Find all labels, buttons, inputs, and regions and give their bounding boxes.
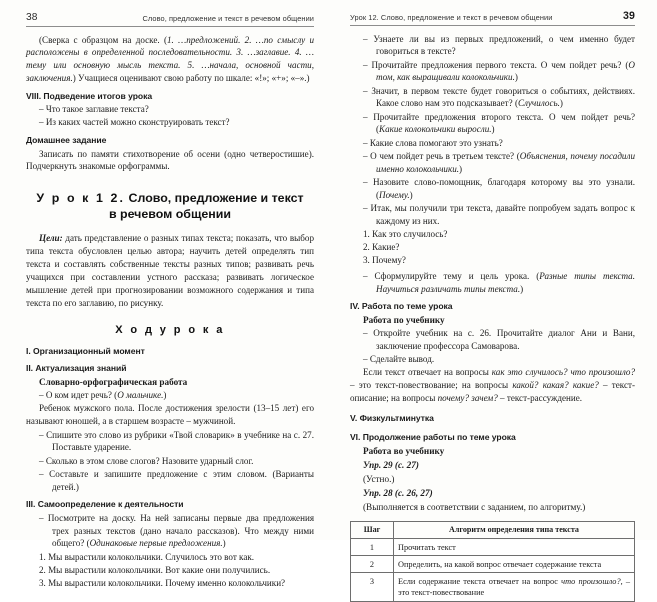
question-text: – Итак, мы получили три текста, давайте попробуем задать вопрос к каждому из них. xyxy=(363,202,635,226)
question-answer: Почему. xyxy=(379,189,410,200)
table-header-step: Шаг xyxy=(351,522,394,539)
running-head-title-right: Урок 12. Слово, предложение и текст в речевом общении xyxy=(350,13,553,22)
question-item xyxy=(350,85,635,111)
heading-section-ii: II. Актуализация знаний xyxy=(26,362,127,373)
table-cell-text-italic: что произошло? xyxy=(561,576,621,586)
exercise-ref-italic: Упр. 29 (с. 27) xyxy=(363,460,419,471)
page-right-body xyxy=(350,33,635,602)
table-cell-text-tail: , – это текст-повествование xyxy=(398,576,631,597)
table-row xyxy=(351,573,635,601)
text-type-question: 1. Как это случилось? xyxy=(363,228,448,239)
question-answer: Какие колокольчики выросли. xyxy=(379,124,492,135)
heading-section-i: I. Организационный момент xyxy=(26,346,145,357)
exercise-ref-italic: Упр. 28 (с. 26, 27) xyxy=(363,488,433,499)
verification-part3: ) Учащиеся оценивают свою работу по шкале: «!»; «+»; «–».) xyxy=(72,73,310,84)
heading-section-iii: III. Самоопределение к деятельности xyxy=(26,498,184,509)
running-head-title-left: Слово, предложение и текст в речевом общении xyxy=(142,14,314,23)
heading-section-vi: VI. Продолжение работы по теме урока xyxy=(350,432,516,443)
question-text: – Значит, в первом тексте будет говориться о событиях, действиях. Какое слово нам это подсказывает? ( xyxy=(363,85,635,109)
table-cell-text xyxy=(394,573,635,601)
list-item: – Что такое заглавие текста? xyxy=(39,104,149,115)
table-cell-text-plain: Если содержание текста отвечает на вопрос xyxy=(398,576,562,586)
goals-label: Цели: xyxy=(39,233,63,244)
table-cell-step: 3 xyxy=(351,573,394,601)
heading-homework: Домашнее задание xyxy=(26,134,107,145)
lesson-title-line1: Слово, предложение и текст xyxy=(128,191,304,206)
example-sentence: 2. Мы вырастили колокольчики. Вот какие они получились. xyxy=(39,564,271,575)
homework-text: Записать по памяти стихотворение об осени (одно четверостишие). Подчеркнуть знакомые орфограммы. xyxy=(26,148,314,172)
question-tail: ) xyxy=(163,390,167,401)
conclusion-a-italic: как это случилось? что произошло? xyxy=(491,367,635,378)
exercise-ref xyxy=(350,459,635,472)
question-tail: ) xyxy=(514,72,518,83)
word-definition: Ребенок мужского пола. После достижения зрелости (13–15 лет) его называют юношей, а в старшем возрасте – мужчиной. xyxy=(26,403,314,427)
example-sentence: 3. Мы вырастили колокольчики. Почему именно колокольчики? xyxy=(39,577,286,588)
list-item: – Спишите это слово из рубрики «Твой словарик» в учебнике на с. 27. Поставьте ударение. xyxy=(39,429,314,453)
list-item: – Составьте и запишите предложение с этим словом. (Варианты детей.) xyxy=(39,468,314,492)
table-row xyxy=(351,556,635,573)
formulate-tail: ) xyxy=(520,283,524,294)
lesson-title-line2: в речевом общении xyxy=(108,207,232,222)
question-text: – Прочитайте предложения первого текста. О чем пойдет речь? ( xyxy=(363,59,629,70)
table-cell-text: Определить, на какой вопрос отвечает содержание текста xyxy=(394,556,635,573)
question-answer: Объяснения, почему посадили именно колокольчики. xyxy=(376,150,635,174)
example-sentence: 1. Мы вырастили колокольчики. Случилось это вот как. xyxy=(39,551,255,562)
subheading-textbook-work: Работа по учебнику xyxy=(363,314,445,325)
goals-text: дать представление о разных типах текста; показать, что выбор типа текста обусловлен целью автора; научить детей определять тип текста и составлять собственные тексты разных типов; развивать речь учащихся при составлении устного рассказа; развивать логическое мышление детей при прогнозировании возможного содержания и типа текста по его заглавию, по рисунку. xyxy=(26,233,314,308)
table-row xyxy=(351,539,635,556)
table-header-algorithm: Алгоритм определения типа текста xyxy=(394,522,635,539)
verification-italic: 1. …предложений. 2. …по смыслу и расположены в определенной последовательности. 3. …заглавие. 4. …тему или основную мысль текста. 5. …начала, основной части, заключения. xyxy=(26,34,314,84)
question-tail: ) xyxy=(491,124,495,135)
question-item xyxy=(350,202,635,228)
table-cell-step: 2 xyxy=(351,556,394,573)
board-task xyxy=(26,512,314,551)
page-left-body xyxy=(26,34,314,590)
conclusion-d: – текст-рассуждение. xyxy=(497,393,583,404)
table-header-row xyxy=(351,522,635,539)
text-type-question: 2. Какие? xyxy=(363,241,400,252)
exercise-note: (Устно.) xyxy=(363,474,395,485)
algorithm-table xyxy=(350,521,635,601)
question-about-whom xyxy=(26,389,314,402)
question-item xyxy=(350,111,635,137)
question-text: – Какие слова помогают это узнать? xyxy=(363,137,503,148)
conclusion-a: Если текст отвечает на вопросы xyxy=(363,367,492,378)
question-answer: О том, как выращивали колокольчики. xyxy=(376,59,635,83)
question-item xyxy=(350,150,635,176)
list-item: – Сколько в этом слове слогов? Назовите ударный слог. xyxy=(39,455,254,466)
subheading-vocabulary-work: Словарно-орфографическая работа xyxy=(39,376,188,387)
verification-paragraph xyxy=(26,34,314,86)
hod-uroka-heading: Х о д у р о к а xyxy=(115,323,225,336)
heading-section-iv: IV. Работа по теме урока xyxy=(350,301,453,311)
board-task-tail: ) xyxy=(222,538,226,549)
question-item xyxy=(350,137,635,150)
page-right xyxy=(330,0,657,597)
question-item xyxy=(350,59,635,85)
conclusion-c: – текст-описание; на вопросы xyxy=(350,380,635,404)
question-text: – О ком идет речь? ( xyxy=(39,390,118,401)
subheading-textbook-work-2: Работа во учебнику xyxy=(363,445,445,456)
board-task-answer: Одинаковые первые предложения. xyxy=(89,538,223,549)
heading-section-v: V. Физкультминутка xyxy=(350,413,434,424)
conclusion-b: – это текст-повествование; на вопросы xyxy=(350,380,513,391)
question-tail: ) xyxy=(559,98,563,109)
question-answer: Случилось. xyxy=(517,98,560,109)
running-head-left xyxy=(26,12,314,27)
question-text: – О чем пойдет речь в третьем тексте? ( xyxy=(363,150,520,161)
question-text: – Узнаете ли вы из первых предложений, о чем именно будет говориться в тексте? xyxy=(363,33,635,57)
formulate-theme-item xyxy=(350,270,635,296)
conclusion-b-italic: какой? какая? какие? xyxy=(512,380,599,391)
lesson-title-number: У р о к 1 2. xyxy=(36,191,126,206)
conclusion-c-italic: почему? зачем? xyxy=(437,393,498,404)
exercise-note: (Выполняется в соответствии с заданием, по алгоритму.) xyxy=(363,502,586,513)
heading-section-viii: VIII. Подведение итогов урока xyxy=(26,90,153,101)
exercise-ref xyxy=(350,487,635,500)
goals-paragraph xyxy=(26,232,314,309)
list-item: – Из каких частей можно сконструировать текст? xyxy=(39,117,230,128)
list-item: – Сделайте вывод. xyxy=(363,354,435,365)
formulate-text: – Сформулируйте тему и цель урока. ( xyxy=(363,270,540,281)
table-cell-step: 1 xyxy=(351,539,394,556)
question-answer: О мальчике. xyxy=(117,390,164,401)
folio-right: 39 xyxy=(623,10,635,22)
verification-part1: (Сверка с образцом на доске. ( xyxy=(39,34,167,45)
text-type-conclusion xyxy=(350,366,635,405)
text-type-question: 3. Почему? xyxy=(363,254,406,265)
page-left xyxy=(0,0,330,588)
question-text: – Прочитайте предложения второго текста. О чем пойдет речь? ( xyxy=(363,111,635,135)
folio-left: 38 xyxy=(26,12,38,23)
question-item xyxy=(350,33,635,59)
lesson-title xyxy=(26,191,314,223)
question-tail: ) xyxy=(459,163,463,174)
question-text: – Назовите слово-помощник, благодаря которому вы это узнали. ( xyxy=(363,176,635,200)
table-cell-text: Прочитать текст xyxy=(394,539,635,556)
board-task-text: – Посмотрите на доску. На ней записаны первые два предложения трех разных текстов (дано начало рассказов). Что между ними общего? ( xyxy=(39,512,314,549)
question-item xyxy=(350,176,635,202)
running-head-right xyxy=(350,10,635,26)
list-item: – Откройте учебник на с. 26. Прочитайте диалог Ани и Вани, заключение профессора Самоварова. xyxy=(363,328,635,352)
question-tail: ) xyxy=(409,189,413,200)
formulate-answer: Разные типы текста. Научиться различать типы текста. xyxy=(376,270,635,294)
